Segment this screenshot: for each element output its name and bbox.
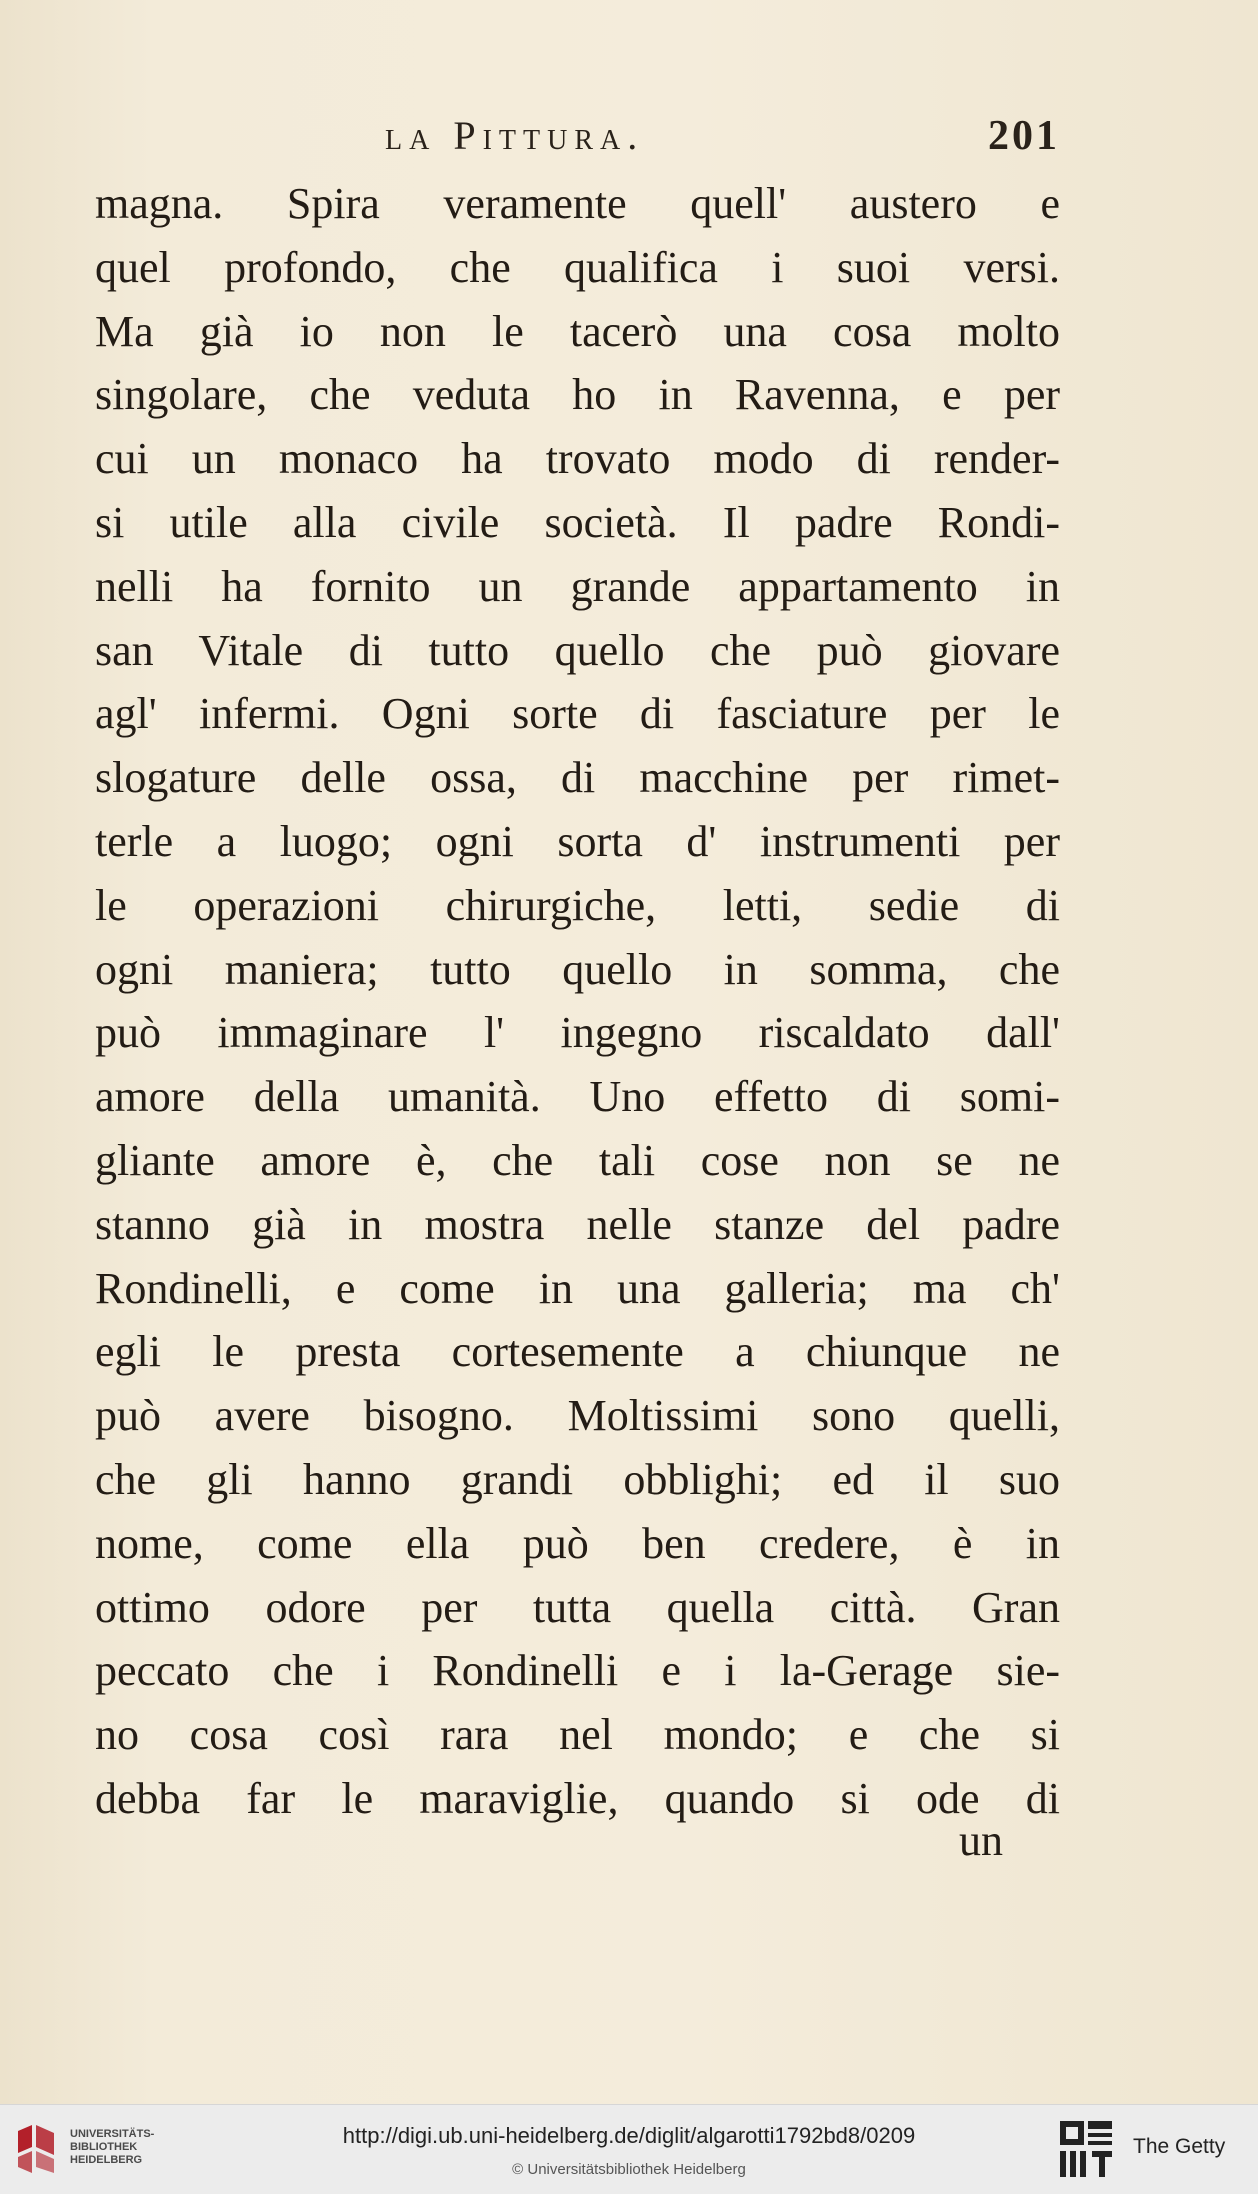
text-line: magna. Spira veramente quell' austero e bbox=[95, 179, 1060, 228]
text-line: può avere bisogno. Moltissimi sono quelli, bbox=[95, 1391, 1060, 1441]
getty-partner-name: The Getty bbox=[1133, 2135, 1226, 2158]
text-line: cui un monaco ha trovato modo di render- bbox=[95, 434, 1060, 484]
text-line: nome, come ella può ben credere, è in bbox=[95, 1518, 1060, 1568]
text-line: stanno già in mostra nelle stanze del padre bbox=[95, 1199, 1060, 1249]
text-line: amore della umanità. Uno effetto di somi- bbox=[95, 1072, 1060, 1122]
library-line-1: UNIVERSITÄTS- bbox=[70, 2128, 155, 2140]
permalink-url[interactable]: http://digi.ub.uni-heidelberg.de/diglit/algarotti1792bd8/0209 bbox=[342, 2123, 916, 2148]
getty-logo-icon[interactable] bbox=[1058, 2119, 1114, 2179]
text-line: singolare, che veduta ho in Ravenna, e per bbox=[95, 370, 1060, 420]
catchword: un bbox=[959, 1816, 1003, 1865]
text-line: no cosa così rara nel mondo; e che si bbox=[95, 1710, 1060, 1760]
text-line: debba far le maraviglie, quando si ode di bbox=[95, 1773, 1060, 1823]
text-line: slogature delle ossa, di macchine per rimet- bbox=[95, 753, 1060, 803]
library-line-3: HEIDELBERG bbox=[70, 2154, 143, 2166]
running-head bbox=[95, 112, 1060, 168]
text-line: può immaginare l' ingegno riscaldato dall' bbox=[95, 1008, 1060, 1058]
university-library-logo-icon[interactable] bbox=[14, 2121, 58, 2177]
text-line: peccato che i Rondinelli e i la-Gerage sie- bbox=[95, 1646, 1060, 1696]
text-line: Rondinelli, e come in una galleria; ma ch' bbox=[95, 1263, 1060, 1313]
text-line: gliante amore è, che tali cose non se ne bbox=[95, 1135, 1060, 1185]
text-line: nelli ha fornito un grande appartamento in bbox=[95, 561, 1060, 611]
text-line: quel profondo, che qualifica i suoi versi. bbox=[95, 242, 1060, 292]
text-line: san Vitale di tutto quello che può giovare bbox=[95, 625, 1060, 675]
text-line: terle a luogo; ogni sorta d' instrumenti per bbox=[95, 816, 1060, 866]
text-line: agl' infermi. Ogni sorte di fasciature per le bbox=[95, 689, 1060, 739]
library-line-2: BIBLIOTHEK bbox=[70, 2141, 138, 2153]
text-line: ogni maniera; tutto quello in somma, che bbox=[95, 944, 1060, 994]
page-number: 201 bbox=[988, 113, 1060, 159]
university-library-name bbox=[70, 2128, 190, 2167]
text-line: le operazioni chirurgiche, letti, sedie di bbox=[95, 880, 1060, 930]
running-title: la Pittura. bbox=[385, 113, 645, 158]
body-text bbox=[95, 172, 1060, 1831]
copyright-notice: © Universitätsbibliothek Heidelberg bbox=[512, 2161, 746, 2178]
text-line: si utile alla civile società. Il padre Rondi- bbox=[95, 497, 1060, 547]
text-line: egli le presta cortesemente a chiunque ne bbox=[95, 1327, 1060, 1377]
text-line: ottimo odore per tutta quella città. Gran bbox=[95, 1582, 1060, 1632]
text-line: Ma già io non le tacerò una cosa molto bbox=[95, 306, 1060, 356]
viewer-footer bbox=[0, 2104, 1258, 2194]
text-line: che gli hanno grandi obblighi; ed il suo bbox=[95, 1454, 1060, 1504]
